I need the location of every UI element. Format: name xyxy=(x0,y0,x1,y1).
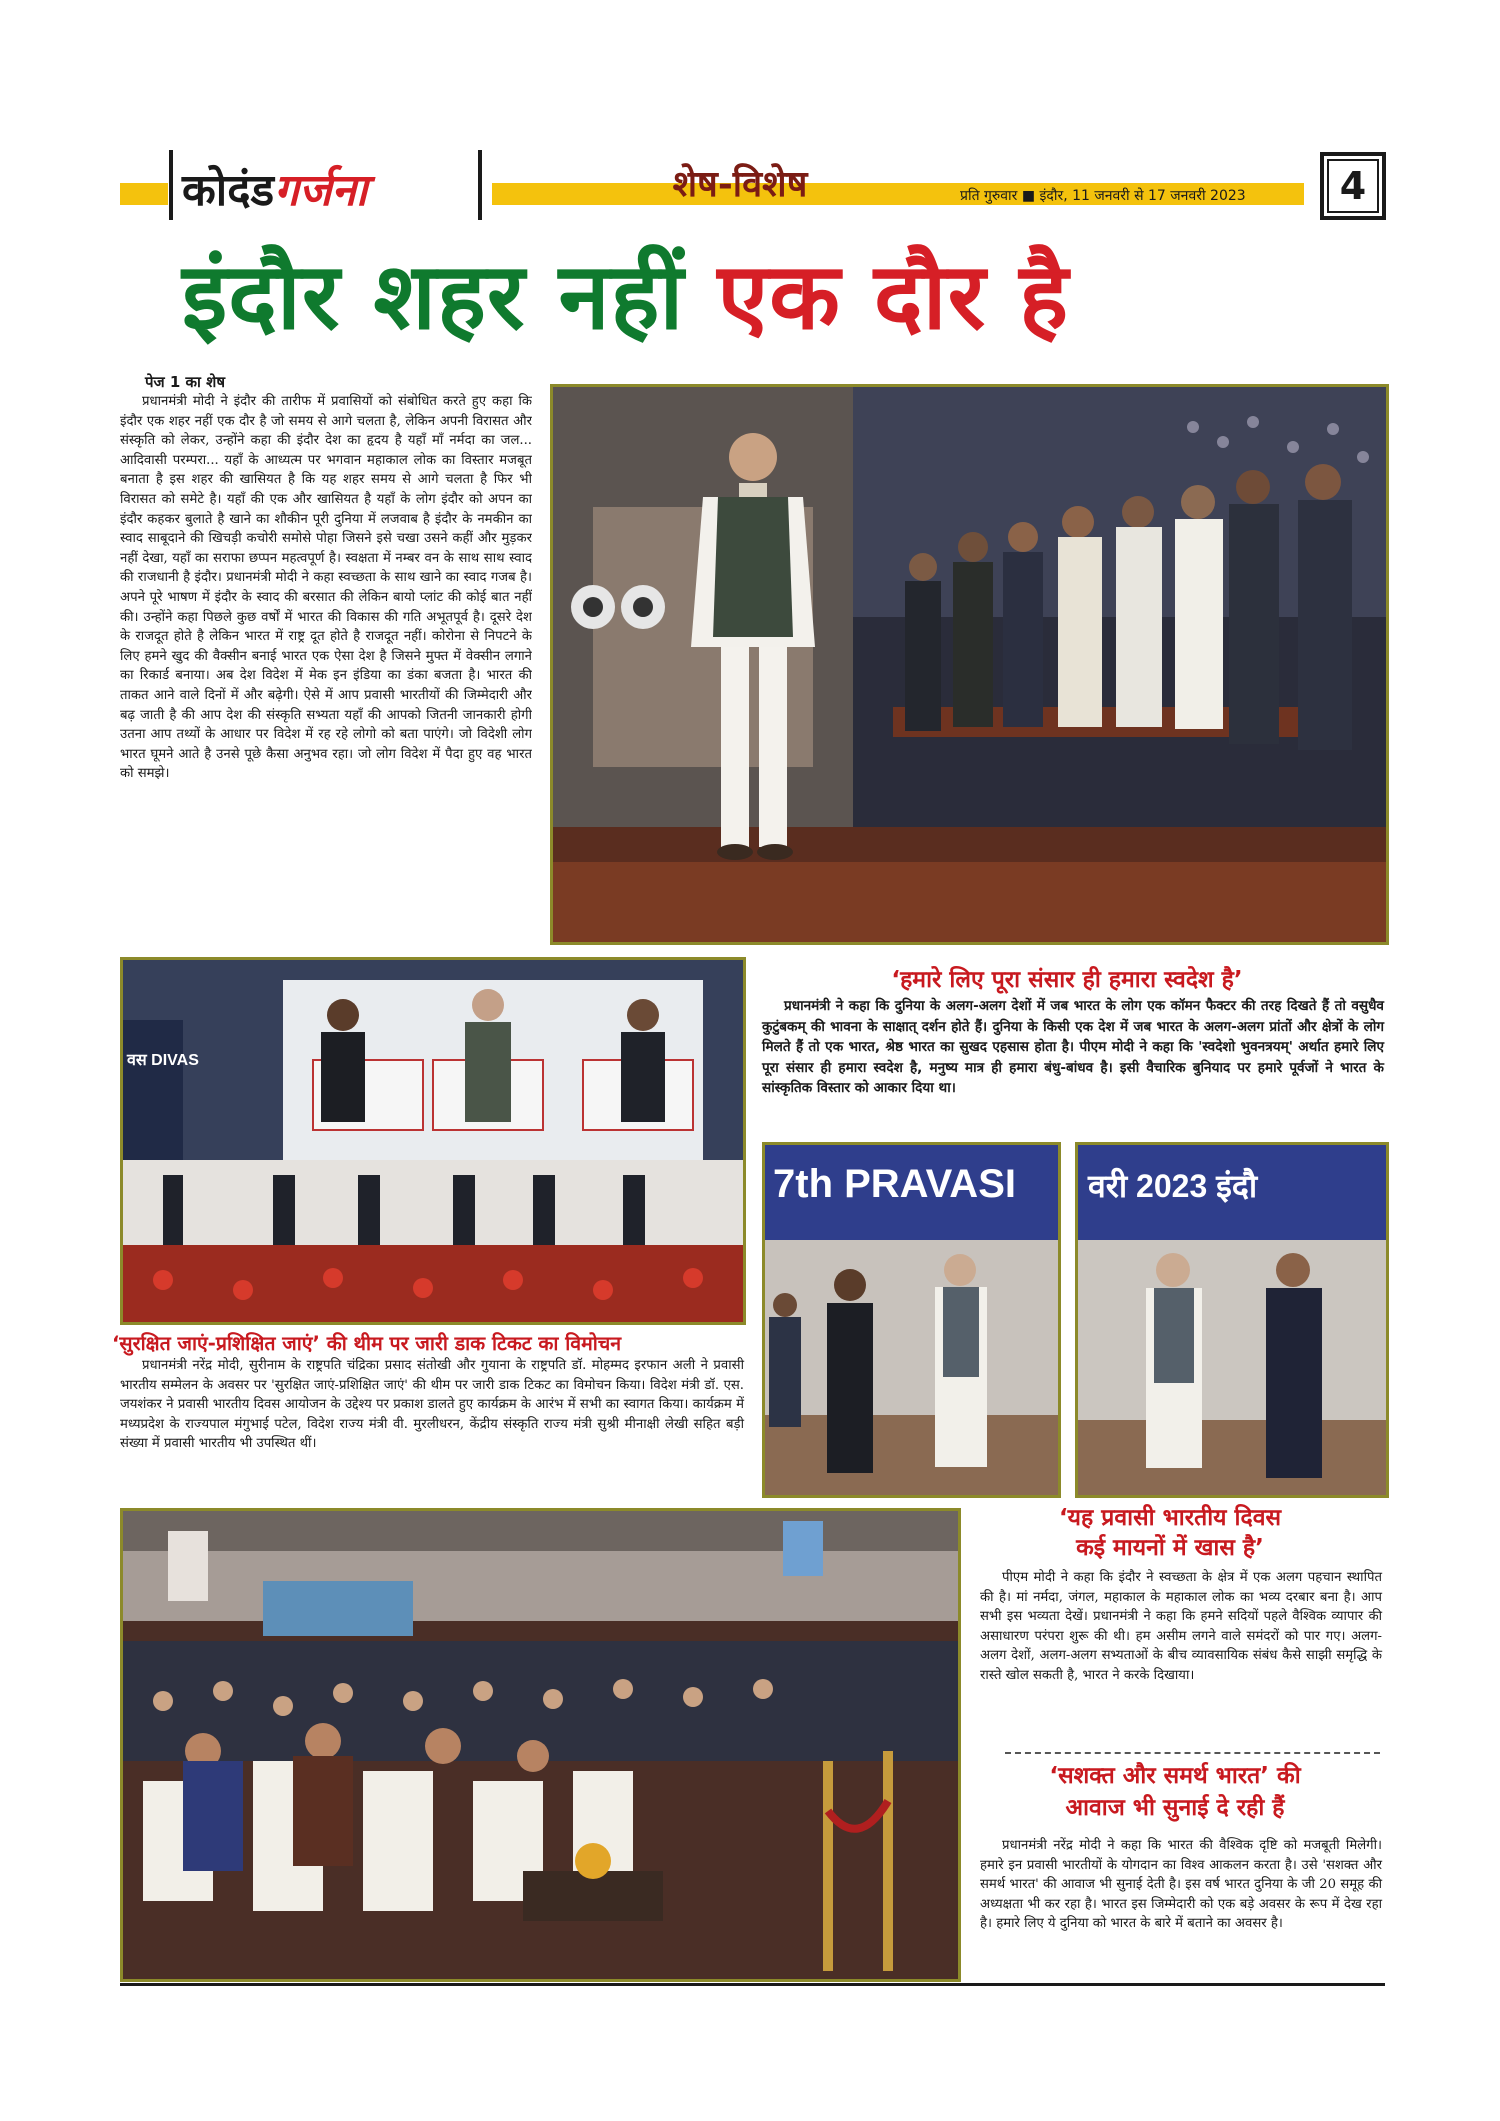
khas-heading xyxy=(990,1503,1350,1563)
logo-rule-left xyxy=(169,150,173,220)
section-divider xyxy=(1005,1752,1380,1754)
logo-part1: कोदंड xyxy=(182,165,275,216)
photo-stamp-release xyxy=(120,957,746,1325)
sashakt-heading-line1: ‘सशक्त और समर्थ भारत’ की xyxy=(1049,1763,1301,1789)
photo-handshake-guyana xyxy=(762,1142,1061,1498)
stamp-heading: ‘सुरक्षित जाएं-प्रशिक्षित जाएं’ की थीम पर जारी डाक टिकट का विमोचन xyxy=(112,1332,622,1355)
khas-heading-line1: ‘यह प्रवासी भारतीय दिवस xyxy=(1058,1505,1282,1531)
continued-kicker: पेज 1 का शेष xyxy=(145,373,226,391)
stamp-paragraph: प्रधानमंत्री नरेंद्र मोदी, सुरीनाम के राष्ट्रपति चंद्रिका प्रसाद संतोखी और गुयाना के राष्ट्रपति डॉ. मोहम्मद इरफान अली ने प्रवासी भारतीय सम्मेलन के अवसर पर 'सुरक्षित जाएं-प्रशिक्षित जाएं' की थीम पर जारी डाक टिकट का विमोचन किया। विदेश मंत्री डॉ. एस. जयशंकर ने प्रवासी भारतीय दिवस आयोजन के उद्देश्य पर प्रकाश डालते हुए कार्यक्रम के आरंभ में सभी का स्वागत किया। कार्यक्रम में मध्यप्रदेश के राज्यपाल मंगुभाई पटेल, विदेश राज्य मंत्री वी. मुरलीधरन, केंद्रीय संस्कृति राज्य मंत्री सुश्री मीनाक्षी लेखी सहित बड़ी संख्या में प्रवासी भारतीय भी उपस्थित थीं। xyxy=(120,1358,744,1452)
sashakt-paragraph: प्रधानमंत्री नरेंद्र मोदी ने कहा कि भारत की वैश्विक दृष्टि को मजबूती मिलेगी। हमारे इन प्रवासी भारतीयों के योगदान का विश्व आकलन करता है। उसे 'सशक्त और समर्थ भारत' की आवाज भी सुनाई देती है। इस वर्ष भारत दुनिया के जी 20 समूह की अध्यक्षता भी कर रहा है। भारत इस जिम्मेदारी को एक बड़े अवसर के रूप में देख रहा है। हमारे लिए ये दुनिया को भारत के बारे में बताने का अवसर है। xyxy=(980,1838,1382,1932)
headline-part2: एक दौर है xyxy=(717,243,1070,350)
main-story-body xyxy=(120,392,532,952)
photo-handshake-suriname xyxy=(1075,1142,1389,1498)
swadesh-heading: ‘हमारे लिए पूरा संसार ही हमारा स्वदेश है’ xyxy=(891,967,1243,993)
masthead-left-bar xyxy=(120,183,168,205)
main-headline xyxy=(182,230,1069,355)
swadesh-body xyxy=(762,996,1384,1099)
logo-part2: गर्जना xyxy=(274,165,368,216)
khas-body xyxy=(980,1568,1382,1686)
khas-heading-line2: कई मायनों में खास है’ xyxy=(1076,1535,1264,1561)
sashakt-heading-line2: आवाज भी सुनाई दे रही हैं xyxy=(1065,1795,1285,1821)
swadesh-paragraph: प्रधानमंत्री ने कहा कि दुनिया के अलग-अलग देशों में जब भारत के लोग एक कॉमन फैक्टर की तरह दिखते हैं तो वसुधैव कुटुंबकम् की भावना के साक्षात् दर्शन होते हैं। दुनिया के किसी एक देश में जब भारत के अलग-अलग प्रांतों और क्षेत्रों के लोग मिलते हैं तो एक भारत, श्रेष्ठ भारत का सुखद एहसास होता है। पीएम मोदी ने कहा कि 'स्वदेशो भुवनत्रयम्' अर्थात हमारे लिए पूरा संसार ही हमारा स्वदेश है, मनुष्य मात्र ही हमारा बंधु-बांधव है। इसी वैचारिक बुनियाद पर हमारे पूर्वजों ने भारत के सांस्कृतिक विस्तार को आकार दिया था। xyxy=(762,998,1384,1096)
sashakt-heading xyxy=(990,1760,1360,1824)
footer-rule xyxy=(120,1983,1385,1986)
photo-audience-hall xyxy=(120,1508,961,1982)
issue-date-line: प्रति गुरुवार ■ इंदौर, 11 जनवरी से 17 जनवरी 2023 xyxy=(960,188,1246,204)
page-number: 4 xyxy=(1320,152,1386,220)
headline-part1: इंदौर शहर नहीं xyxy=(182,243,685,350)
stamp-body xyxy=(120,1356,744,1454)
photo-pm-on-stage xyxy=(550,384,1389,945)
main-story-paragraph: प्रधानमंत्री मोदी ने इंदौर की तारीफ में प्रवासियों को संबोधित करते हुए कहा कि इंदौर एक शहर नहीं एक दौर है जो समय से आगे चलता है, लेकिन अपनी विरासत और संस्कृति को लेकर, उन्होंने कहा की इंदौर देश का हृदय है यहाँ माँ नर्मदा का जल... आदिवासी परम्परा... यहाँ के आध्यत्म पर भगवान महाकाल लोक का विस्तार मजबूत बनाता है इस शहर की खासियत है कि यह शहर समय से आगे चलता है फिर भी विरासत को समेटे है। यहाँ की एक और खासियत है यहाँ के लोग इंदौर को अपन का इंदौर कहकर बुलाते है खाने का शौकीन पूरी दुनिया में लजवाब है इंदौर के नमकीन का स्वाद साबूदाने की खिचड़ी कचोरी समोसे पोहा जिसने इसे चखा उसने कहीं और मुड़कर नहीं देखा, यहाँ का सराफा छप्पन महत्वपूर्ण है। स्वक्षता में नम्बर वन के साथ साथ स्वाद की राजधानी है इंदौर। प्रधानमंत्री मोदी ने कहा स्वच्छता के साथ खाने का स्वाद गजब है। अपने पूरे भाषण में इंदौर के स्वाद की बरसात की लेकिन बायो प्लांट की कोई बात नहीं की। उन्होंने कहा पिछले कुछ वर्षों में भारत की विकास की गति अभूतपूर्व है। दूसरे देश के राजदूत होते है लेकिन भारत में राष्ट्र दूत होते है राजदूत नहीं। कोरोना से निपटने के लिए हमने खुद की वैक्सीन बनाई भारत एक ऐसा देश है जिसने मुफ्त में वेक्सीन लगाने का रिकार्ड बनाया। अब देश विदेश में मेक इन इंडिया का डंका बजता है। भारत की ताकत आने वाले दिनों में और बढ़ेगी। ऐसे में आप प्रवासी भारतीयों की जिम्मेदारी और बढ़ जाती है की आप देश की संस्कृति सभ्यता यहाँ की आपको जितनी जानकारी होगी उतना आप तथ्यों के आधार पर विदेश में रह रहे लोगो को बता पाएंगे। जो विदेशी लोग भारत घूमने आते है उनसे पूछे कैसा अनुभव रहा। जो लोग विदेश में पैदा हुए वह भारत को समझे। xyxy=(120,394,532,782)
khas-paragraph: पीएम मोदी ने कहा कि इंदौर ने स्वच्छता के क्षेत्र में एक अलग पहचान स्थापित की है। मां नर्मदा, जंगल, महाकाल के महाकाल लोक का भव्य दरबार बना है। आप सभी इस भव्यता देखें। प्रधानमंत्री ने कहा कि हमने सदियों पहले वैश्विक व्यापार की असाधारण परंपरा शुरू की थी। हम असीम लगने वाले समंदरों को पार गए। अलग-अलग देशों, अलग-अलग सभ्यताओं के बीच व्यावसायिक संबंध कैसे साझी समृद्धि के रास्ते खोल सकती है, भारत ने करके दिखाया। xyxy=(980,1570,1382,1683)
logo-rule-right xyxy=(478,150,482,220)
publication-logo xyxy=(182,158,367,218)
pravasi-banner-text-2: वरी 2023 इंदौ xyxy=(1088,1168,1258,1204)
pravasi-banner-text: 7th PRAVASI xyxy=(773,1162,1016,1206)
sashakt-body xyxy=(980,1836,1382,1934)
section-name: शेष-विशेष xyxy=(672,163,808,205)
stage-banner-text: वस DIVAS xyxy=(127,1052,199,1069)
